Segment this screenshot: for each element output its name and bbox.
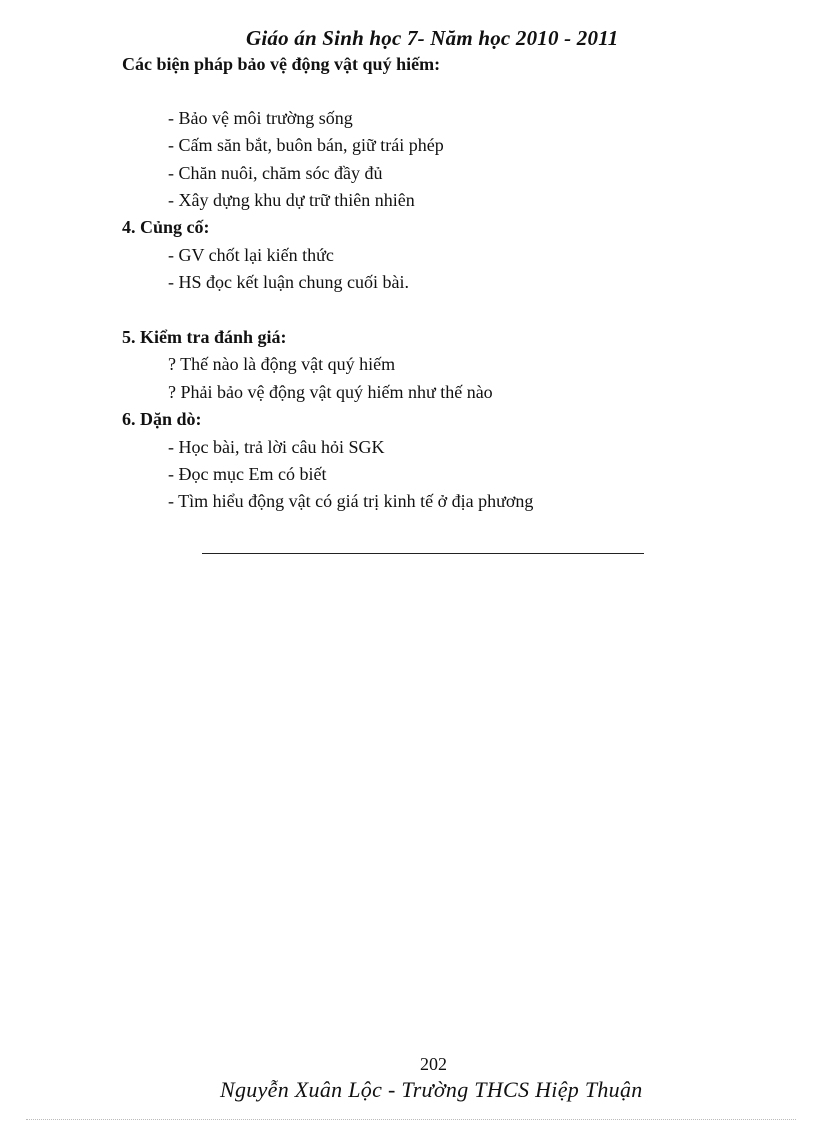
protection-item-4: - Xây dựng khu dự trữ thiên nhiên xyxy=(168,190,415,210)
protection-item-1: - Bảo vệ môi trường sống xyxy=(168,108,353,128)
page-number: 202 xyxy=(420,1054,447,1074)
homework-heading: 6. Dặn dò: xyxy=(122,409,202,429)
protection-item-2: - Cấm săn bắt, buôn bán, giữ trái phép xyxy=(168,135,444,155)
section-divider-line xyxy=(202,553,644,554)
homework-item-1: - Học bài, trả lời câu hỏi SGK xyxy=(168,437,385,457)
homework-item-2: - Đọc mục Em có biết xyxy=(168,464,327,484)
protection-measures-heading: Các biện pháp bảo vệ động vật quý hiếm: xyxy=(122,54,441,74)
footer-author-line: Nguyễn Xuân Lộc - Trường THCS Hiệp Thuận xyxy=(220,1077,643,1102)
consolidation-item-2: - HS đọc kết luận chung cuối bài. xyxy=(168,272,409,292)
homework-item-3: - Tìm hiểu động vật có giá trị kinh tế ở địa phương xyxy=(168,491,534,511)
protection-item-3: - Chăn nuôi, chăm sóc đầy đủ xyxy=(168,163,383,183)
page-bottom-border xyxy=(26,1119,796,1120)
consolidation-heading: 4. Củng cố: xyxy=(122,217,210,237)
page-header-title: Giáo án Sinh học 7- Năm học 2010 - 2011 xyxy=(246,26,619,50)
assessment-question-1: ? Thế nào là động vật quý hiếm xyxy=(168,354,396,374)
consolidation-item-1: - GV chốt lại kiến thức xyxy=(168,245,334,265)
assessment-heading: 5. Kiểm tra đánh giá: xyxy=(122,327,287,347)
assessment-question-2: ? Phải bảo vệ động vật quý hiếm như thế nào xyxy=(168,382,493,402)
